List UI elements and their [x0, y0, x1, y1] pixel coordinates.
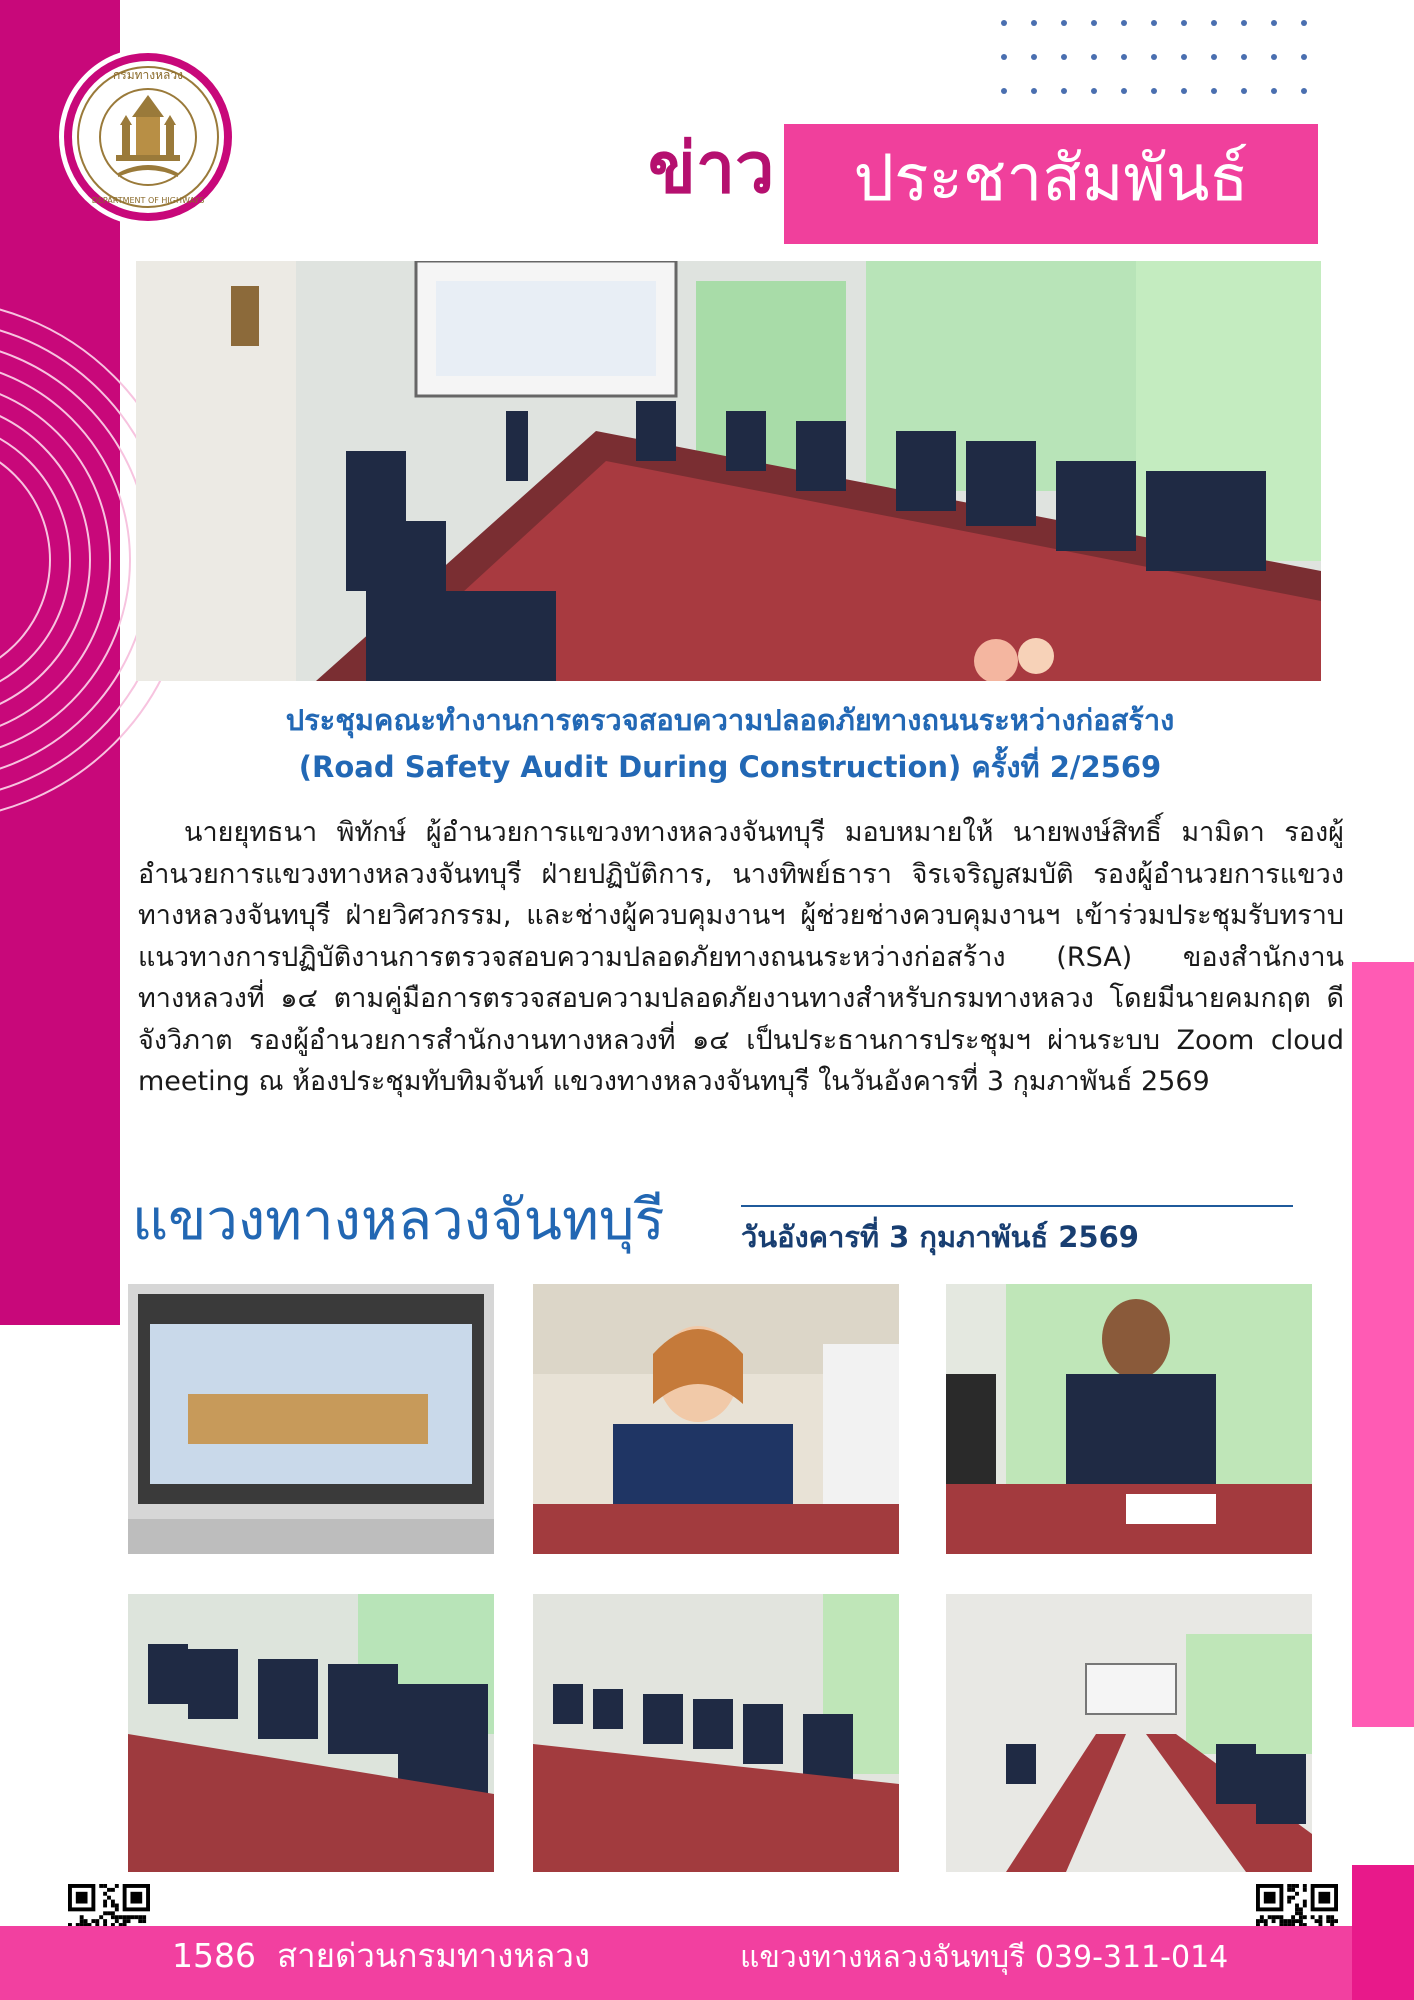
department-of-highways-logo — [58, 47, 238, 227]
heading-pr-text: ประชาสัมพันธ์ — [853, 142, 1249, 216]
photo-meeting-room-wide — [946, 1594, 1312, 1872]
meeting-title-line1: ประชุมคณะทำงานการตรวจสอบความปลอดภัยทางถนนระหว่างก่อสร้าง — [285, 703, 1175, 737]
photo-woman-speaking — [533, 1284, 899, 1554]
heading-news-word: ข่าว — [648, 126, 775, 209]
photo-table-group-1 — [128, 1594, 494, 1872]
right-pink-band — [1352, 962, 1414, 1727]
logo-text-top: กรมทางหลวง — [113, 68, 183, 82]
meeting-title-line2: (Road Safety Audit During Construction) ครั้งที่ 2/2569 — [298, 750, 1162, 784]
right-pink-band-lower — [1352, 1865, 1414, 2000]
photo-man-writing — [946, 1284, 1312, 1554]
footer-contact: แขวงทางหลวงจันทบุรี 039-311-014 — [740, 1940, 1229, 1975]
dot-grid-decoration — [1000, 17, 1320, 97]
news-body-paragraph: นายยุทธนา พิทักษ์ ผู้อำนวยการแขวงทางหลวงจันทบุรี มอบหมายให้ นายพงษ์สิทธิ์ มามิดา รองผู้อำนวยการแขวงทางหลวงจันทบุรี ฝ่ายปฏิบัติการ, นางทิพย์ธารา จิรเจริญสมบัติ รองผู้อำนวยการแขวงทางหลวงจันทบุรี ฝ่ายวิศวกรรม, และช่างผู้ควบคุมงานฯ ผู้ช่วยช่างควบคุมงานฯ เข้าร่วมประชุมรับทราบแนวทางการปฏิบัติงานการตรวจสอบความปลอดภัยทางถนนระหว่างก่อสร้าง (RSA) ของสำนักงานทางหลวงที่ ๑๔ ตามคู่มือการตรวจสอบความปลอดภัยงานทางสำหรับกรมทางหลวง โดยมีนายคมกฤต ดีจังวิภาต รองผู้อำนวยการสำนักงานทางหลวงที่ ๑๔ เป็นประธานการประชุมฯ ผ่านระบบ Zoom cloud meeting ณ ห้องประชุมทับทิมจันท์ แขวงทางหลวงจันทบุรี ในวันอังคารที่ 3 กุมภาพันธ์ 2569 — [138, 817, 1344, 1097]
logo-text-bottom: DEPARTMENT OF HIGHWAYS — [91, 196, 205, 205]
section-divider-line — [741, 1205, 1293, 1207]
photo-zoom-screen — [128, 1284, 494, 1554]
meeting-date: วันอังคารที่ 3 กุมภาพันธ์ 2569 — [741, 1220, 1139, 1254]
footer-hotline: 1586 สายด่วนกรมทางหลวง — [172, 1936, 590, 1975]
photo-table-group-2 — [533, 1594, 899, 1872]
district-name: แขวงทางหลวงจันทบุรี — [132, 1188, 665, 1253]
heading-pr-box — [784, 124, 1318, 244]
main-meeting-photo — [136, 261, 1321, 681]
